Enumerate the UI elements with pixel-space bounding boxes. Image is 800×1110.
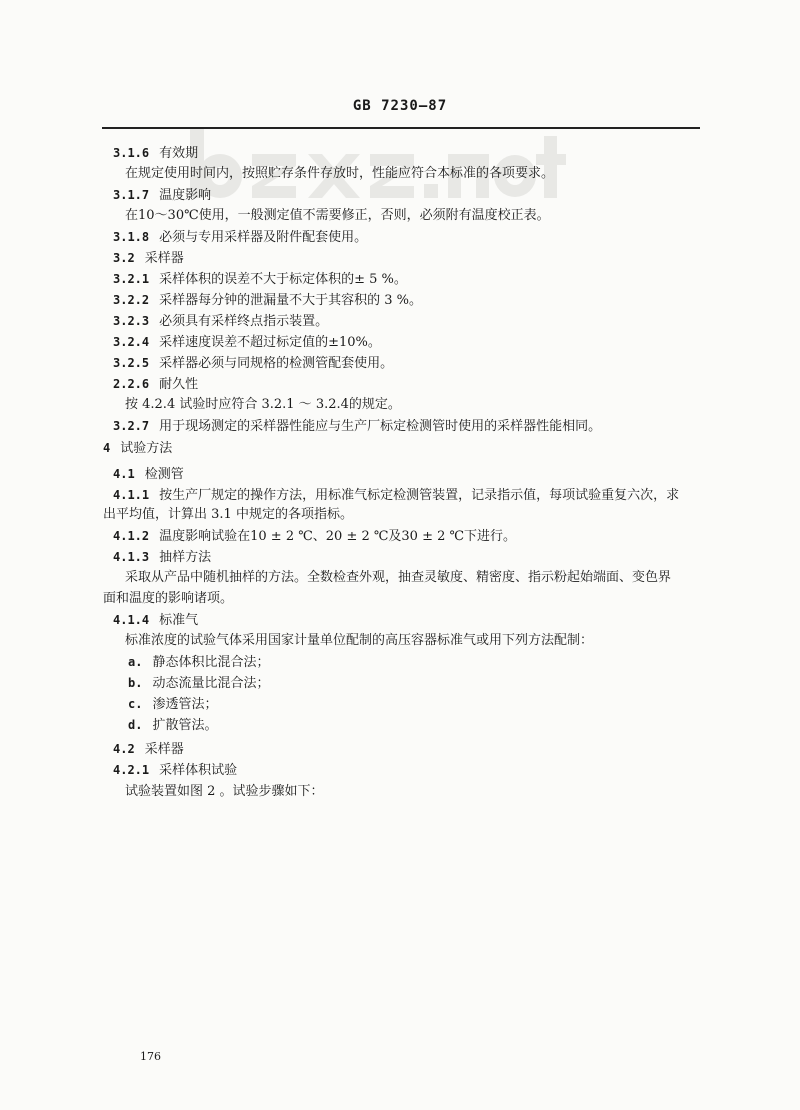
section-number: 4.2 <box>113 742 135 756</box>
document-header: GB 7230—87 <box>352 98 448 114</box>
section-number: 4.1.2 <box>113 529 150 543</box>
line-text: 检测管 <box>144 467 184 482</box>
text-line <box>113 250 184 267</box>
line-text: 采样速度误差不超过标定值的±10%。 <box>159 335 381 350</box>
line-text: 按 4.2.4 试验时应符合 3.2.1 ～ 3.2.4的规定。 <box>125 397 401 412</box>
text-line <box>125 784 324 800</box>
line-text: 标准浓度的试验气体采用国家计量单位配制的高压容器标准气或用下列方法配制： <box>125 633 594 648</box>
section-number: 3.2.5 <box>113 356 150 370</box>
line-text: 试验方法 <box>120 441 173 456</box>
text-line <box>125 397 401 413</box>
line-text: 标准气 <box>159 613 199 628</box>
section-number: 3.1.6 <box>113 146 150 160</box>
text-line <box>113 528 516 545</box>
line-text: 扩散管法。 <box>152 718 218 733</box>
text-line <box>128 717 217 734</box>
line-text: 在10～30℃使用，一般测定值不需要修正，否则，必须附有温度校正表。 <box>125 208 550 223</box>
section-number: 3.2 <box>113 251 135 265</box>
text-line <box>113 466 184 483</box>
text-line <box>113 762 237 779</box>
text-line <box>113 612 198 629</box>
section-number: 4.2.1 <box>113 763 150 777</box>
section-number: 2.2.6 <box>113 377 150 391</box>
line-text: 出平均值，计算出 3.1 中规定的各项指标。 <box>103 507 353 522</box>
section-number: 3.2.7 <box>113 419 150 433</box>
text-line <box>125 570 671 586</box>
text-line <box>113 271 407 288</box>
text-line <box>113 376 198 393</box>
text-line <box>128 696 217 713</box>
line-text: 动态流量比混合法； <box>152 676 270 691</box>
section-number: 4.1.3 <box>113 550 150 564</box>
line-text: 采样体积试验 <box>159 763 238 778</box>
section-number: 4.1.4 <box>113 613 150 627</box>
header-rule <box>102 127 700 129</box>
section-number: 4 <box>103 441 111 455</box>
line-text: 必须与专用采样器及附件配套使用。 <box>159 230 368 245</box>
text-line <box>125 166 554 182</box>
text-line <box>103 591 233 607</box>
text-line <box>113 741 184 758</box>
line-text: 温度影响 <box>159 188 212 203</box>
section-number: 3.1.8 <box>113 230 150 244</box>
line-text: 有效期 <box>159 146 199 161</box>
section-number: 3.2.3 <box>113 314 150 328</box>
section-number: 3.2.2 <box>113 293 150 307</box>
text-line <box>113 355 393 372</box>
section-number: b. <box>128 676 143 690</box>
text-line <box>113 187 211 204</box>
section-number: 3.2.1 <box>113 272 150 286</box>
text-line <box>113 292 422 309</box>
section-number: a. <box>128 655 143 669</box>
line-text: 试验装置如图 2 。试验步骤如下： <box>125 784 324 799</box>
line-text: 静态体积比混合法； <box>152 655 270 670</box>
line-text: 在规定使用时间内，按照贮存条件存放时，性能应符合本标准的各项要求。 <box>125 166 555 181</box>
text-line <box>113 334 381 351</box>
text-line <box>113 549 211 566</box>
line-text: 耐久性 <box>159 377 199 392</box>
section-number: 4.1 <box>113 467 135 481</box>
text-line <box>113 145 198 162</box>
line-text: 按生产厂规定的操作方法，用标准气标定检测管装置，记录指示值，每项试验重复六次，求 <box>159 488 680 503</box>
line-text: 抽样方法 <box>159 550 212 565</box>
section-number: 4.1.1 <box>113 488 150 502</box>
section-number: c. <box>128 697 143 711</box>
line-text: 温度影响试验在10 ± 2 ℃、20 ± 2 ℃及30 ± 2 ℃下进行。 <box>159 529 517 544</box>
text-line <box>113 487 679 504</box>
line-text: 渗透管法； <box>152 697 218 712</box>
line-text: 必须具有采样终点指示装置。 <box>159 314 329 329</box>
section-number: 3.2.4 <box>113 335 150 349</box>
text-line <box>103 440 172 457</box>
text-line <box>125 208 550 224</box>
text-line <box>128 675 269 692</box>
section-number: d. <box>128 718 143 732</box>
line-text: 采样器每分钟的泄漏量不大于其容积的 3 %。 <box>159 293 423 308</box>
line-text: 采样体积的误差不大于标定体积的± 5 %。 <box>159 272 407 287</box>
section-number: 3.1.7 <box>113 188 150 202</box>
line-text: 采样器必须与同规格的检测管配套使用。 <box>159 356 394 371</box>
line-text: 面和温度的影响诸项。 <box>103 591 234 606</box>
text-line <box>103 507 353 523</box>
line-text: 采样器 <box>144 742 184 757</box>
line-text: 用于现场测定的采样器性能应与生产厂标定检测管时使用的采样器性能相同。 <box>159 419 602 434</box>
text-line <box>113 418 601 435</box>
text-line <box>128 654 269 671</box>
text-line <box>113 313 328 330</box>
text-line <box>125 633 593 649</box>
line-text: 采样器 <box>144 251 184 266</box>
text-line <box>113 229 367 246</box>
page-number: 176 <box>140 1050 161 1063</box>
line-text: 采取从产品中随机抽样的方法。全数检查外观，抽查灵敏度、精密度、指示粉起始端面、变色界 <box>125 570 672 585</box>
